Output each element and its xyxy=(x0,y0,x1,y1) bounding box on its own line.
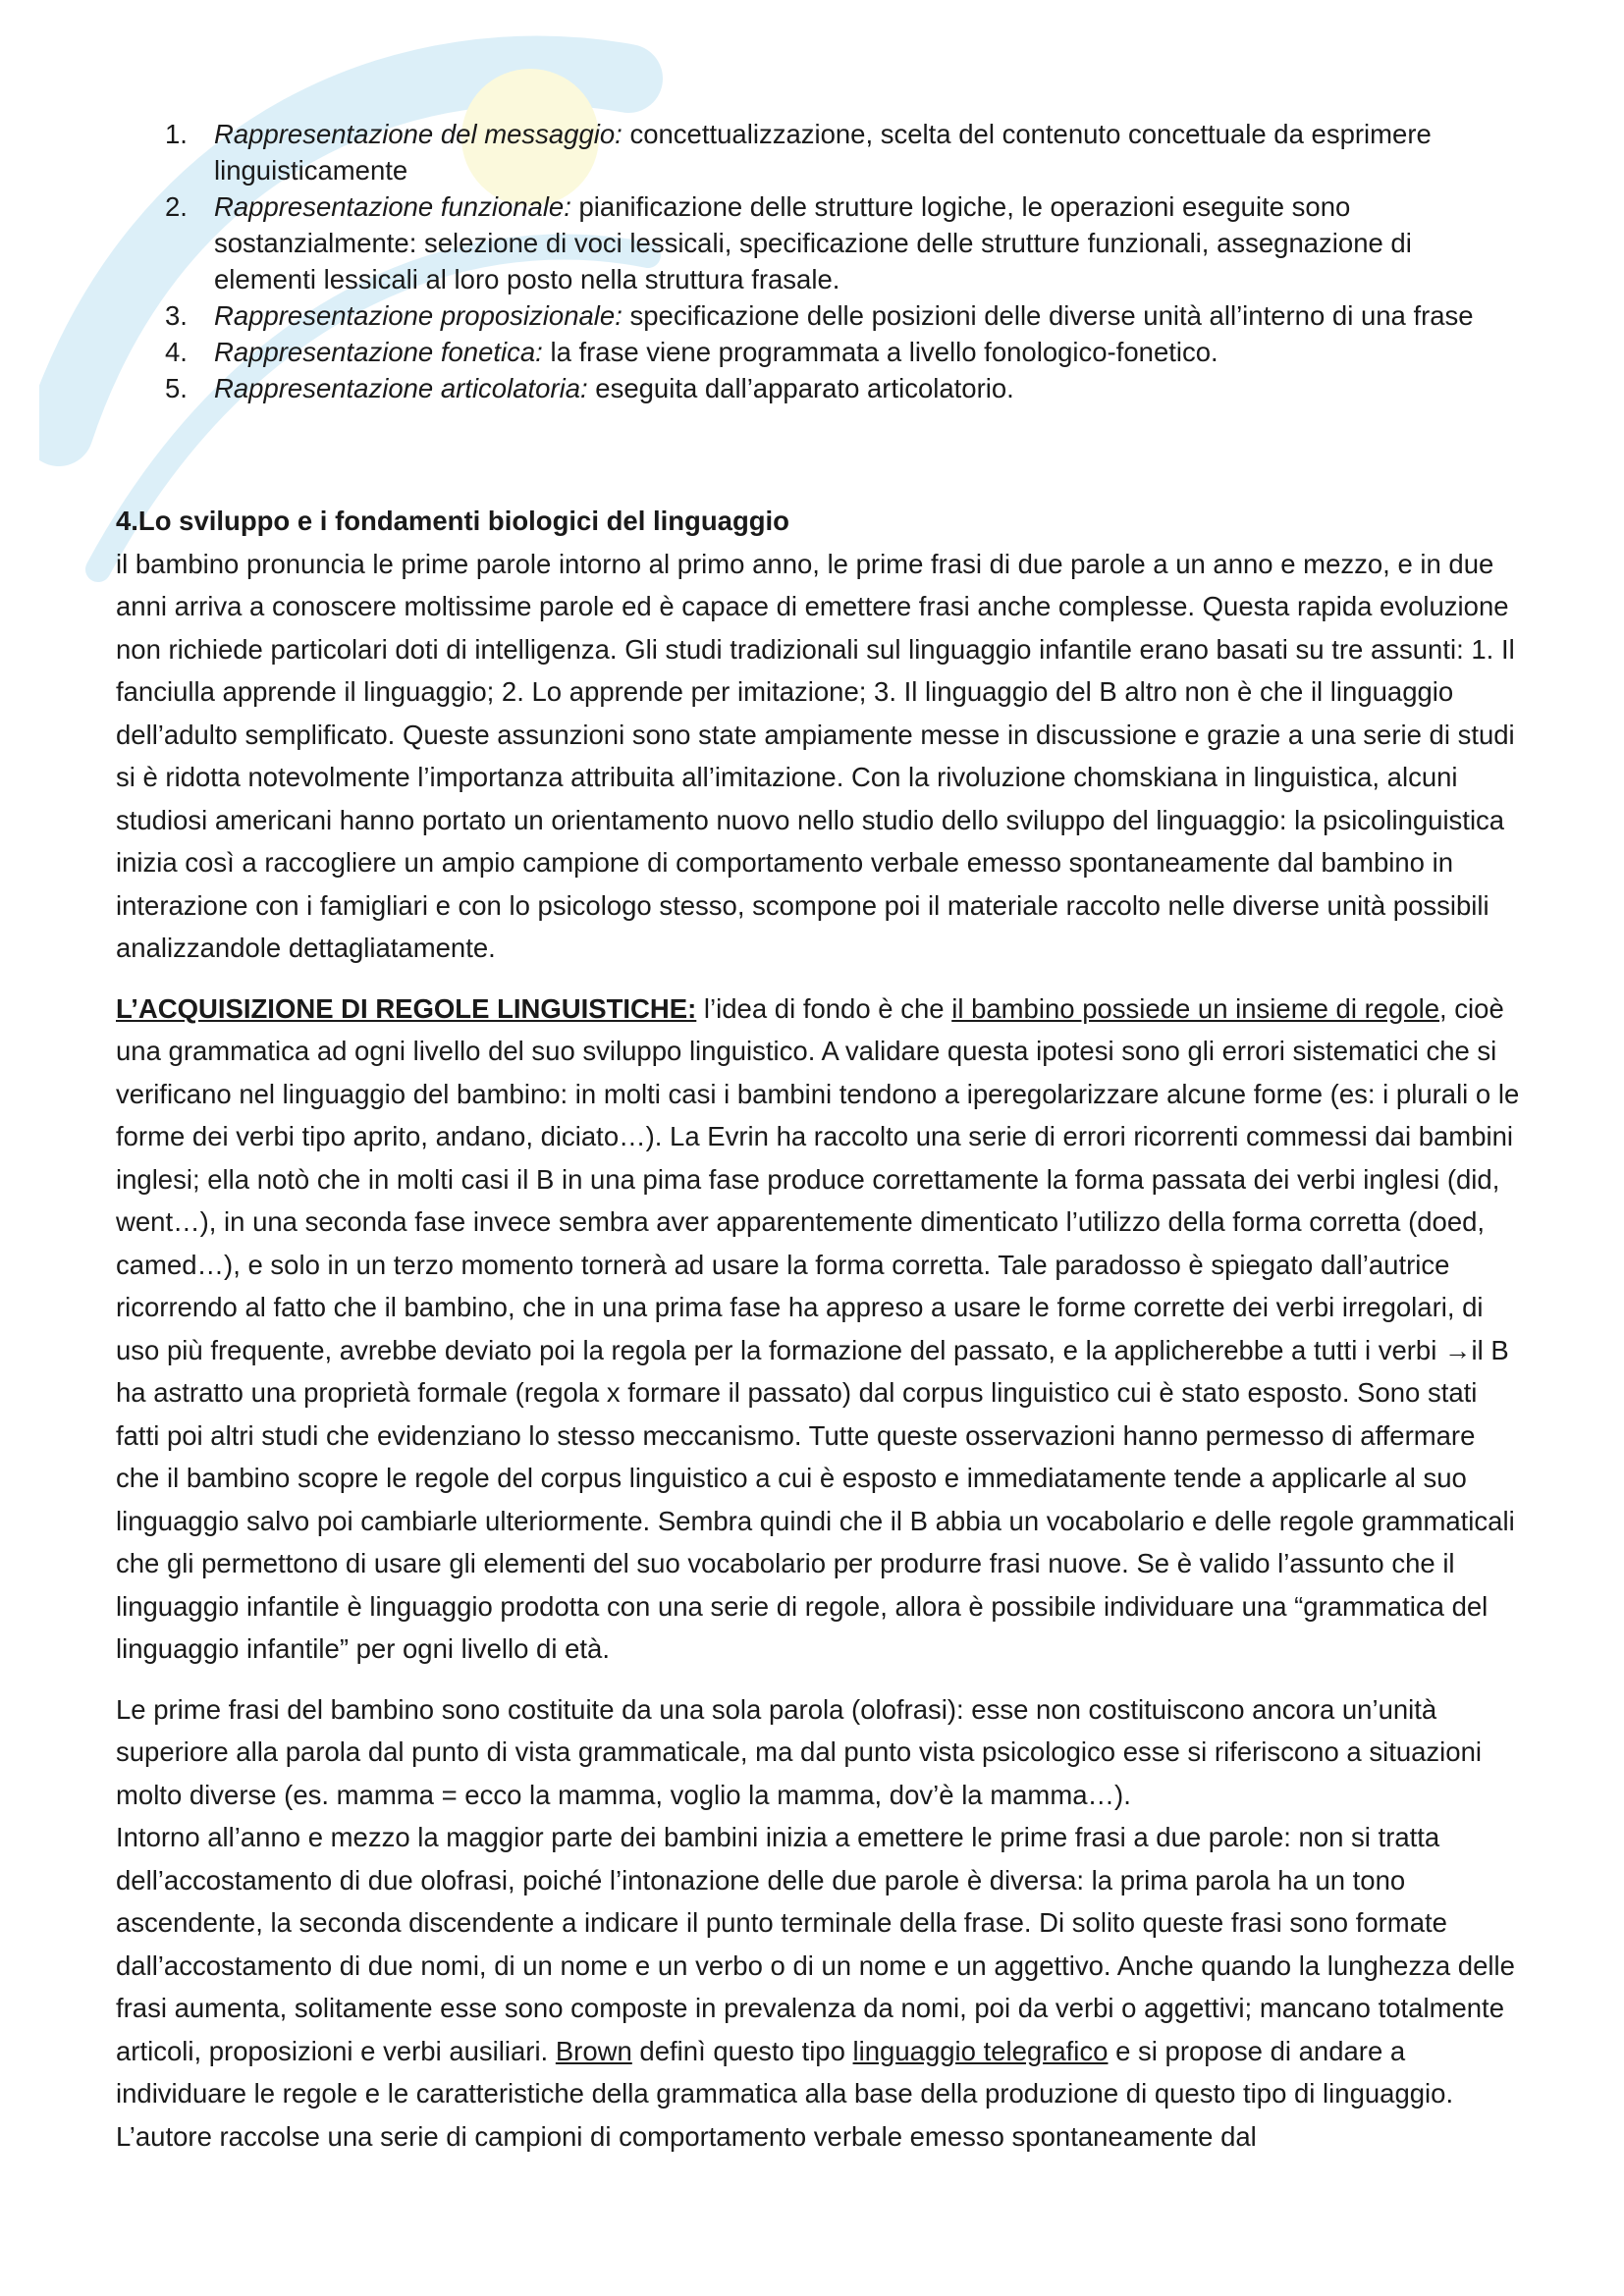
list-item xyxy=(116,334,1520,370)
list-number: 2. xyxy=(165,191,188,222)
list-text: concettualizzazione, scelta del contenuto concettuale da esprimere linguisticamente xyxy=(214,119,1432,186)
list-term: Rappresentazione articolatoria: xyxy=(214,373,588,403)
list-text: pianificazione delle strutture logiche, le operazioni eseguite sono sostanzialmente: selezione di voci lessicali, specificazione delle strutture funzionali, assegnazione di elementi lessicali al loro posto nella struttura frasale. xyxy=(214,191,1412,294)
list-term: Rappresentazione funzionale: xyxy=(214,191,571,222)
paragraph-two-words xyxy=(116,1816,1520,2158)
list-number: 4. xyxy=(165,337,188,367)
list-number: 3. xyxy=(165,300,188,331)
list-item xyxy=(116,116,1520,188)
rules-text-b: , cioè una grammatica ad ogni livello del suo sviluppo linguistico. A validare questa ipotesi sono gli errori sistematici che si verificano nel linguaggio del bambino: in molti casi i bambini tendono a iperegolarizzare alcune forme (es: i plurali o le forme dei verbi tipo aprito, andano, diciato…). La Evrin ha raccolto una serie di errori ricorrenti commessi dai bambini inglesi; ella notò che in molti casi il B in una pima fase produce correttamente la forma passata dei verbi inglesi (did, went…), in una seconda fase invece sembra aver apparentemente dimenticato l’utilizzo della forma corretta (doed, camed…), e solo in un terzo momento tornerà ad usare la forma corretta. Tale paradosso è spiegato dall’autrice ricorrendo al fatto che il bambino, che in una prima fase ha appreso a usare le forme corrette dei verbi irregolari, di uso più frequente, avrebbe deviato poi la regola per la formazione del passato, e la applicherebbe a tutti i verbi xyxy=(116,992,1520,1365)
two-words-text-a: Intorno all’anno e mezzo la maggior parte dei bambini inizia a emettere le prime frasi a due parole: non si tratta dell’accostamento di due olofrasi, poiché l’intonazione delle due parole è diversa: la prima parola ha un tono ascendente, la seconda discendente a indicare il punto terminale della frase. Di solito queste frasi sono formate dall’accostamento di due nomi, di un nome e un verbo o di un nome e un aggettivo. Anche quando la lunghezza delle frasi aumenta, solitamente esse sono composte in prevalenza da nomi, poi da verbi o aggettivi; mancano totalmente articoli, proposizioni e verbi ausiliari. xyxy=(116,1822,1515,2066)
rules-text-c: il B ha astratto una proprietà formale (regola x formare il passato) dal corpus linguistico cui è stato esposto. Sono stati fatti poi altri studi che evidenziano lo stesso meccanismo. Tutte queste osservazioni hanno permesso di affermare che il bambino scopre le regole del corpus linguistico a cui è esposto e immediatamente tende a applicarle al suo linguaggio salvo poi cambiarle ulteriormente. Sembra quindi che il B abbia un vocabolario e delle regole grammaticali che gli permettono di usare gli elementi del suo vocabolario per produrre frasi nuove. Se è valido l’assunto che il linguaggio infantile è linguaggio prodotta con una serie di regole, allora è possibile individuare una “grammatica del linguaggio infantile” per ogni livello di età. xyxy=(116,1334,1515,1664)
two-words-text-c: e si propose di andare a individuare le regole e le caratteristiche della grammatica alla base della produzione di questo tipo di linguaggio. L’autore raccolse una serie di campioni di comportamento verbale emesso spontaneamente dal xyxy=(116,2035,1454,2152)
list-item xyxy=(116,370,1520,406)
list-term: Rappresentazione fonetica: xyxy=(214,337,543,367)
paragraph-intro: il bambino pronuncia le prime parole intorno al primo anno, le prime frasi di due parole a un anno e mezzo, e in due anni arriva a conoscere moltissime parole ed è capace di emettere frasi anche complesse. Questa rapida evoluzione non richiede particolari doti di intelligenza. Gli studi tradizionali sul linguaggio infantile erano basati su tre assunti: 1. Il fanciulla apprende il linguaggio; 2. Lo apprende per imitazione; 3. Il linguaggio del B altro non è che il linguaggio dell’adulto semplificato. Queste assunzioni sono state ampiamente messe in discussione e grazie a una serie di studi si è ridotta notevolmente l’importanza attribuita all’imitazione. Con la rivoluzione chomskiana in linguistica, alcuni studiosi americani hanno portato un orientamento nuovo nello studio dello sviluppo del linguaggio: la psicolinguistica inizia così a raccogliere un ampio campione di comportamento verbale emesso spontaneamente dal bambino in interazione con i famigliari e con lo psicologo stesso, scompone poi il materiale raccolto nelle diverse unità possibili analizzandole dettagliatamente. xyxy=(116,548,1515,963)
document-page xyxy=(116,116,1520,2158)
list-text: eseguita dall’apparato articolatorio. xyxy=(587,373,1014,403)
brown-link: Brown xyxy=(555,2035,632,2066)
numbered-list xyxy=(116,116,1520,406)
list-item xyxy=(116,188,1520,297)
paragraph-olofrasi: Le prime frasi del bambino sono costituite da una sola parola (olofrasi): esse non costituiscono ancora un’unità superiore alla parola dal punto di vista grammaticale, ma dal punto vista psicologico esse si riferiscono a situazioni molto diverse (es. mamma = ecco la mamma, voglio la mamma, dov’è la mamma…). xyxy=(116,1693,1482,1810)
list-term: Rappresentazione proposizionale: xyxy=(214,300,623,331)
rules-text-a: l’idea di fondo è che xyxy=(696,992,952,1024)
list-text: la frase viene programmata a livello fonologico-fonetico. xyxy=(542,337,1218,367)
list-number: 5. xyxy=(165,373,188,403)
two-words-text-b: definì questo tipo xyxy=(631,2035,853,2066)
list-number: 1. xyxy=(165,119,188,149)
telegrafico-term: linguaggio telegrafico xyxy=(852,2035,1109,2066)
list-text: specificazione delle posizioni delle diverse unità all’interno di una frase xyxy=(622,300,1474,331)
rules-underlined: il bambino possiede un insieme di regole xyxy=(951,992,1440,1024)
arrow-icon: → xyxy=(1443,1334,1472,1365)
list-term: Rappresentazione del messaggio: xyxy=(214,119,623,149)
rules-heading: L’ACQUISIZIONE DI REGOLE LINGUISTICHE: xyxy=(116,992,697,1024)
section-heading: 4.Lo sviluppo e i fondamenti biologici del linguaggio xyxy=(116,506,789,536)
list-item xyxy=(116,297,1520,334)
paragraph-rules xyxy=(116,988,1520,1671)
